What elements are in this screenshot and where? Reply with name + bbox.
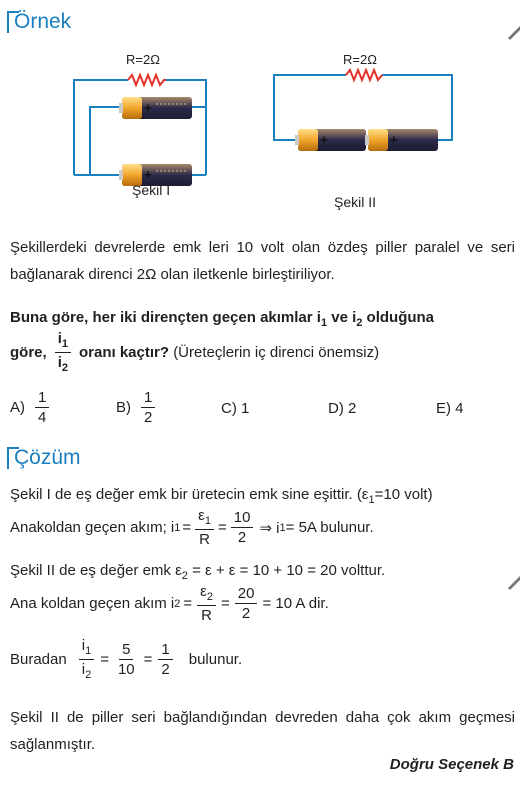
solution-conclusion: Şekil II de piller seri bağlandığından devreden daha çok akım geçmesi sağlanmıştır. <box>10 709 515 753</box>
option-a[interactable]: A) $\frac{1}{4}$ <box>10 390 51 425</box>
figure-caption-2: Şekil II <box>334 194 377 210</box>
solution-line-5: Buradan $\frac{i_1}{i_2}$ = $\frac{5}{10}$ = $\frac{1}{2}$ bulunur. <box>10 637 243 681</box>
correct-answer: Doğru Seçenek B <box>389 756 514 773</box>
solution-heading: Çözüm <box>14 446 81 469</box>
resistor-label-2: R=2Ω <box>343 52 377 67</box>
solution-line-2: Anakoldan geçen akım; i 1 = $\frac{\varepsilon_1}{R}$ = $\frac{10}{2}$ ⇒ i 1 = 5A bulunur. <box>10 507 374 548</box>
svg-text:+: + <box>390 132 398 147</box>
svg-text:+: + <box>144 100 152 115</box>
question-line-1: Buna göre, her iki dirençten geçen akımlar $i_1$ ve $i_2$ olduğuna <box>10 309 435 329</box>
battery-icon <box>365 129 438 151</box>
resistor-icon <box>346 70 382 80</box>
circuit-figure-1 <box>60 45 220 205</box>
answer-options <box>10 388 510 430</box>
battery-icon <box>295 129 366 151</box>
example-heading: Örnek <box>14 10 72 33</box>
resistor-icon <box>128 75 166 85</box>
resistor-label-1: R=2Ω <box>126 52 160 67</box>
battery-icon <box>119 97 192 119</box>
pencil-icon <box>504 572 520 590</box>
option-e[interactable]: E) 4 <box>436 400 464 417</box>
option-c[interactable]: C) 1 <box>221 400 250 417</box>
option-d[interactable]: D) 2 <box>328 400 357 417</box>
solution-line-3: Şekil II de eş değer emk $\varepsilon_2 = \varepsilon + \varepsilon = 10 + 10 = 20$ volttur. <box>10 562 386 582</box>
solution-line-1: Şekil I de eş değer emk bir üretecin emk sine eşittir. ($\varepsilon_1=10$ volt) <box>10 486 433 506</box>
ratio-fraction: $\frac{i_1}{i_2}$ <box>55 331 71 374</box>
figure-caption-1: Şekil I <box>132 182 171 198</box>
circuit-figure-2 <box>270 55 460 170</box>
question-line-2: göre, $\frac{i_1}{i_2}$ oranı kaçtır? (Üreteçlerin iç direnci önemsiz) <box>10 330 380 374</box>
option-b[interactable]: B) $\frac{1}{2}$ <box>116 390 157 425</box>
problem-text: Şekillerdeki devrelerde emk leri 10 volt olan özdeş piller paralel ve seri bağlanarak direnci 2Ω olan iletkenle birleştiriliyor. <box>10 239 515 283</box>
pencil-icon <box>504 22 520 40</box>
solution-line-4: Ana koldan geçen akım i 2 = $\frac{\varepsilon_2}{R}$ = $\frac{20}{2}$ = 10 A dir. <box>10 583 329 624</box>
svg-text:+: + <box>320 132 328 147</box>
svg-text:+: + <box>144 167 152 182</box>
